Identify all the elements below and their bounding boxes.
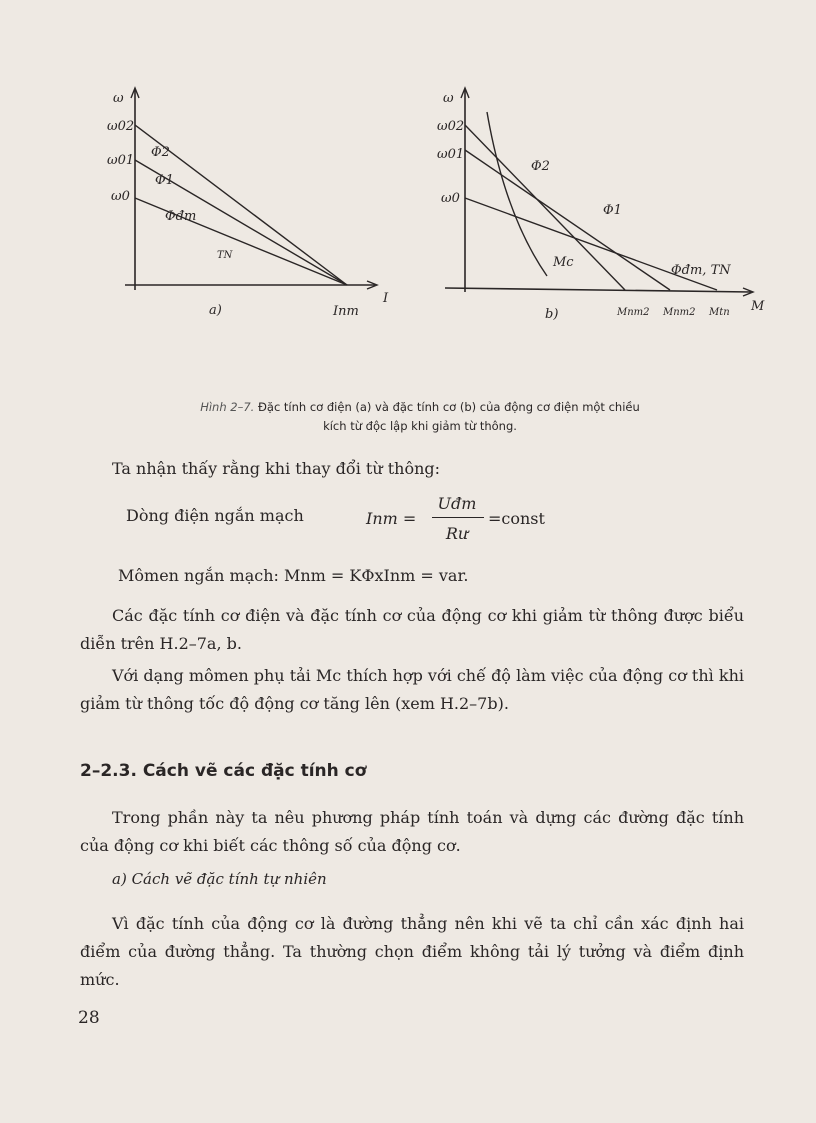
figure-a-tick-w02: ω02 [107,119,135,134]
eq1-fraction-bar [432,517,484,518]
figure-b-phi1-label: Φ1 [603,203,622,218]
figure-b-tick-w02: ω02 [437,119,465,134]
eq1-numerator: Uđm [437,494,477,513]
figure-b-curve-mc [487,112,547,276]
caption-number: Hình 2–7. [200,400,255,414]
page-number: 28 [78,1008,100,1028]
figure-a-x-axis-label: I [383,291,389,306]
intro-text: Ta nhận thấy rằng khi thay đổi từ thông: [112,459,441,478]
figure-b-x-axis [445,288,751,292]
caption-text-2: kích từ độc lập khi giảm từ thông. [323,419,517,433]
eq1-denominator: Rư [445,524,469,543]
figure-a-electromechanical [105,80,405,325]
section-heading: 2–2.3. Cách vẽ các đặc tính cơ [80,761,367,781]
caption-line-1 [80,398,760,417]
paragraph-1: Các đặc tính cơ điện và đặc tính cơ của động cơ khi giảm từ thông được biểu diễn trên H.2–7a, b. [80,606,744,653]
figure-b-axis-y-label: ω [443,91,454,106]
figure-a-phi1-label: Φ1 [155,173,174,188]
subheading: a) Cách vẽ đặc tính tự nhiên [112,870,327,888]
figure-b-tick-w01: ω01 [437,147,465,162]
figure-a-tn-label: TN [217,250,233,261]
figure-b-mechanical [435,80,765,325]
figure-b-x-mnm2-label: Mnm2 [617,307,650,318]
figure-a-axis-y-label: ω [113,91,124,106]
figure-b-x-axis-label: M [751,299,765,314]
figure-a-tick-w0: ω0 [111,189,130,204]
figure-b-svg [435,80,765,325]
paragraph-2: Với dạng mômen phụ tải Mc thích hợp với chế độ làm việc của động cơ thì khi giảm từ thông tốc độ động cơ tăng lên (xem H.2–7b). [80,666,744,713]
figure-a-phi2-label: Φ2 [151,145,170,160]
paragraph-3: Trong phần này ta nêu phương pháp tính toán và dựng các đường đặc tính của động cơ khi biết các thông số của động cơ. [80,808,744,855]
eq2-text: Mômen ngắn mạch: Mnm = KΦxInm = var. [118,566,469,585]
figure-b-tick-w0: ω0 [441,191,460,206]
figure-b-x-mnm1-label: Mnm2 [663,307,696,318]
figure-a-x-point-label: Inm [333,304,359,319]
figure-b-panel-label: b) [545,307,559,322]
eq1-lhs: Inm = [366,509,417,528]
figure-a-tick-w01: ω01 [107,153,135,168]
eq1-rhs: =const [488,509,545,528]
figure-a-phidm-label: Φđm [165,209,197,224]
figure-caption [80,398,760,436]
figure-b-x-mtn-label: Mtn [709,307,730,318]
caption-text-1: Đặc tính cơ điện (a) và đặc tính cơ (b) của động cơ điện một chiều [257,400,640,414]
figure-a-svg [105,80,405,325]
eq1-label: Dòng điện ngắn mạch [126,506,304,525]
figure-b-phi2-label: Φ2 [531,159,550,174]
figure-a-panel-label: a) [209,303,222,318]
figure-b-mc-label: Mc [553,255,574,270]
paragraph-4: Vì đặc tính của động cơ là đường thẳng nên khi vẽ ta chỉ cần xác định hai điểm của đường thẳng. Ta thường chọn điểm không tải lý tưởng và điểm định mức. [80,914,744,989]
figure-b-phidm-tn-label: Φđm, TN [671,263,731,278]
